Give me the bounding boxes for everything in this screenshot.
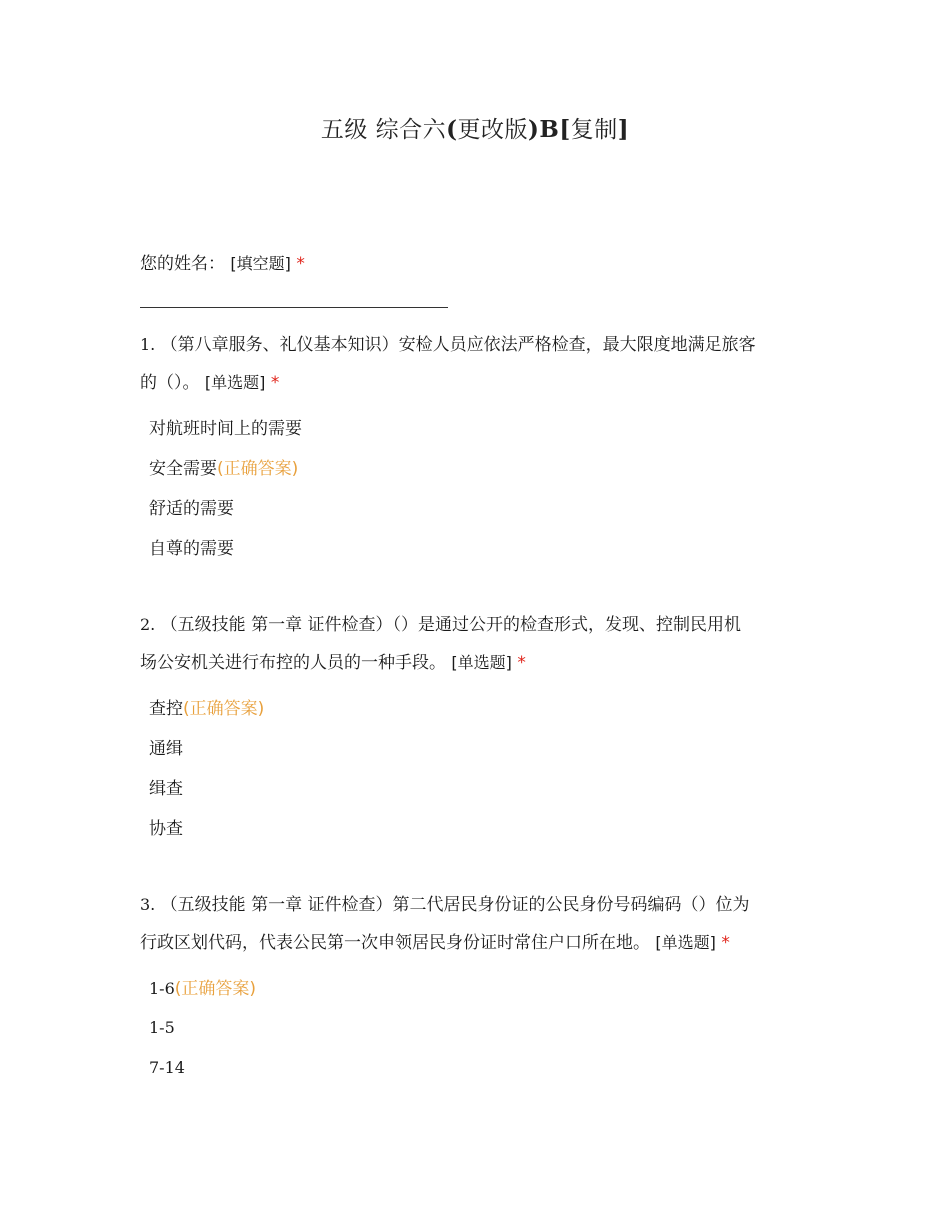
page-title xyxy=(0,111,950,144)
option[interactable] xyxy=(149,819,183,839)
option-text: 对航班时间上的需要 xyxy=(149,419,302,439)
option-text: 安全需要 xyxy=(149,459,217,479)
question-1-line-2 xyxy=(140,373,279,393)
name-field-label: 您的姓名： xyxy=(140,254,225,274)
question-text: 场公安机关进行布控的人员的一种手段。 xyxy=(140,653,446,673)
option[interactable] xyxy=(149,539,234,559)
title-part-3: 更改版 xyxy=(457,117,529,143)
title-part-6: ] xyxy=(617,116,630,143)
option-text: 缉查 xyxy=(149,779,183,799)
option-text: 7-14 xyxy=(149,1058,185,1077)
option-text: 通缉 xyxy=(149,739,183,759)
option[interactable] xyxy=(149,1058,185,1078)
question-1-line-1 xyxy=(140,335,756,355)
required-mark: * xyxy=(296,254,305,274)
option-text: 自尊的需要 xyxy=(149,539,234,559)
option[interactable] xyxy=(149,419,302,439)
required-mark: * xyxy=(517,653,526,673)
option-text: 协查 xyxy=(149,819,183,839)
question-number: 2. xyxy=(140,615,156,634)
required-mark: * xyxy=(270,373,280,393)
option[interactable] xyxy=(149,499,234,519)
correct-answer-mark: (正确答案) xyxy=(174,979,257,999)
question-type: [单选题] xyxy=(655,933,716,952)
option-text: 舒适的需要 xyxy=(149,499,234,519)
question-type: [单选题] xyxy=(451,653,512,672)
option-text: 1-6 xyxy=(149,979,175,998)
question-3-line-2 xyxy=(140,933,730,953)
required-mark: * xyxy=(721,933,730,953)
question-text: 行政区划代码，代表公民第一次申领居民身份证时常住户口所在地。 xyxy=(140,933,650,953)
correct-answer-mark: (正确答案) xyxy=(183,699,265,719)
title-part-2: ( xyxy=(446,116,458,143)
question-2-line-1 xyxy=(140,615,741,635)
question-type: [单选题] xyxy=(204,373,266,392)
question-3-line-1 xyxy=(140,895,749,915)
question-text: （五级技能 第一章 证件检查）（）是通过公开的检查形式，发现、控制民用机 xyxy=(160,615,741,635)
option-text: 查控 xyxy=(149,699,183,719)
name-answer-line[interactable] xyxy=(140,307,448,308)
correct-answer-mark: (正确答案) xyxy=(217,459,299,479)
question-number: 1. xyxy=(140,335,156,354)
option[interactable] xyxy=(149,739,183,759)
option[interactable] xyxy=(149,699,264,719)
question-text: （五级技能 第一章 证件检查）第二代居民身份证的公民身份号码编码（）位为 xyxy=(160,895,750,915)
title-part-4: )B[ xyxy=(528,116,571,143)
option[interactable] xyxy=(149,779,183,799)
option[interactable] xyxy=(149,459,298,479)
question-number: 3. xyxy=(140,895,156,914)
question-type: [填空题] xyxy=(230,254,291,273)
question-2-line-2 xyxy=(140,653,526,673)
title-part-1: 五级 综合六 xyxy=(320,117,447,143)
question-text: 的（）。 xyxy=(140,373,200,393)
option-text: 1-5 xyxy=(149,1018,175,1037)
title-part-5: 复制 xyxy=(570,117,618,143)
question-text: （第八章服务、礼仪基本知识）安检人员应依法严格检查，最大限度地满足旅客 xyxy=(160,335,756,355)
name-field-label-row xyxy=(140,254,305,274)
option[interactable] xyxy=(149,1018,175,1038)
option[interactable] xyxy=(149,979,256,999)
